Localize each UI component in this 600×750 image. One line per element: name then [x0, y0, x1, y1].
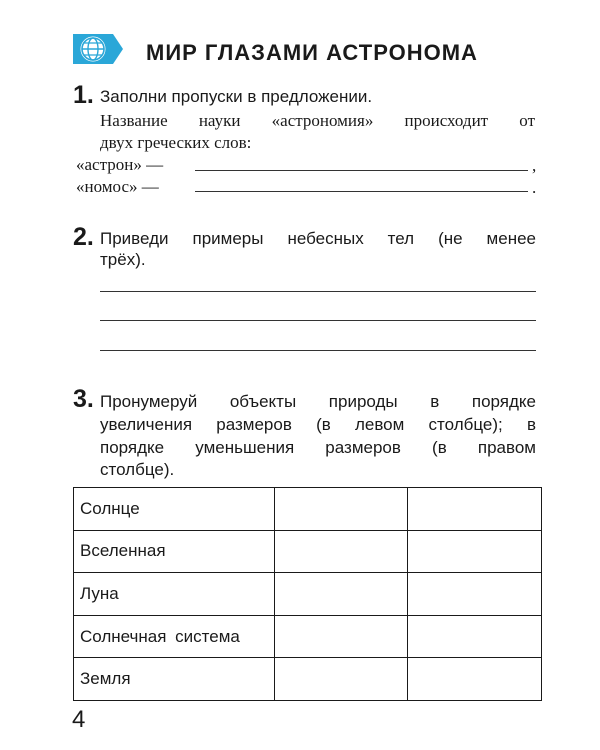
decrease-order-cell[interactable] — [408, 615, 542, 658]
decrease-order-cell[interactable] — [408, 573, 542, 616]
task-3-text: Пронумеруй объекты природы в порядке — [100, 392, 536, 411]
ordering-table — [73, 487, 542, 701]
task-3-number: 3. — [73, 385, 94, 413]
increase-order-cell[interactable] — [275, 658, 408, 701]
period: . — [532, 178, 537, 197]
globe-arrow-icon — [73, 30, 125, 68]
task-1-sentence: Название науки «астрономия» происходит от — [100, 111, 535, 130]
decrease-order-cell[interactable] — [408, 488, 542, 531]
answer-line-astron[interactable] — [195, 170, 528, 171]
task-1-sentence-2: двух греческих слов: — [100, 133, 252, 152]
increase-order-cell[interactable] — [275, 573, 408, 616]
decrease-order-cell[interactable] — [408, 658, 542, 701]
task-3-text-2: увеличения размеров (в левом столбце); в — [100, 415, 536, 434]
object-label: Солнце — [74, 488, 275, 531]
answer-line[interactable] — [100, 350, 536, 351]
comma: , — [532, 156, 537, 175]
task-3-text-4: столбце). — [100, 460, 175, 479]
table-row — [74, 488, 542, 531]
table-row — [74, 530, 542, 573]
table-row — [74, 615, 542, 658]
answer-line[interactable] — [100, 320, 536, 321]
answer-line-nomos[interactable] — [195, 191, 528, 192]
task-2-text-2: трёх). — [100, 250, 146, 269]
page-title: МИР ГЛАЗАМИ АСТРОНОМА — [146, 40, 478, 65]
table-row — [74, 658, 542, 701]
word-nomos: «номос» — — [76, 177, 159, 196]
task-1-instruction: Заполни пропуски в предложении. — [100, 87, 373, 106]
increase-order-cell[interactable] — [275, 615, 408, 658]
object-label: Вселенная — [74, 530, 275, 573]
task-3-text-3: порядке уменьшения размеров (в правом — [100, 438, 536, 457]
page-number: 4 — [72, 706, 86, 733]
increase-order-cell[interactable] — [275, 488, 408, 531]
task-2-text: Приведи примеры небесных тел (не менее — [100, 229, 536, 248]
object-label: Луна — [74, 573, 275, 616]
table-row — [74, 573, 542, 616]
word-astron: «астрон» — — [76, 155, 164, 174]
task-1-number: 1. — [73, 81, 94, 109]
decrease-order-cell[interactable] — [408, 530, 542, 573]
task-2-number: 2. — [73, 223, 94, 251]
object-label: Земля — [74, 658, 275, 701]
increase-order-cell[interactable] — [275, 530, 408, 573]
answer-line[interactable] — [100, 291, 536, 292]
object-label: Солнечная система — [74, 615, 275, 658]
